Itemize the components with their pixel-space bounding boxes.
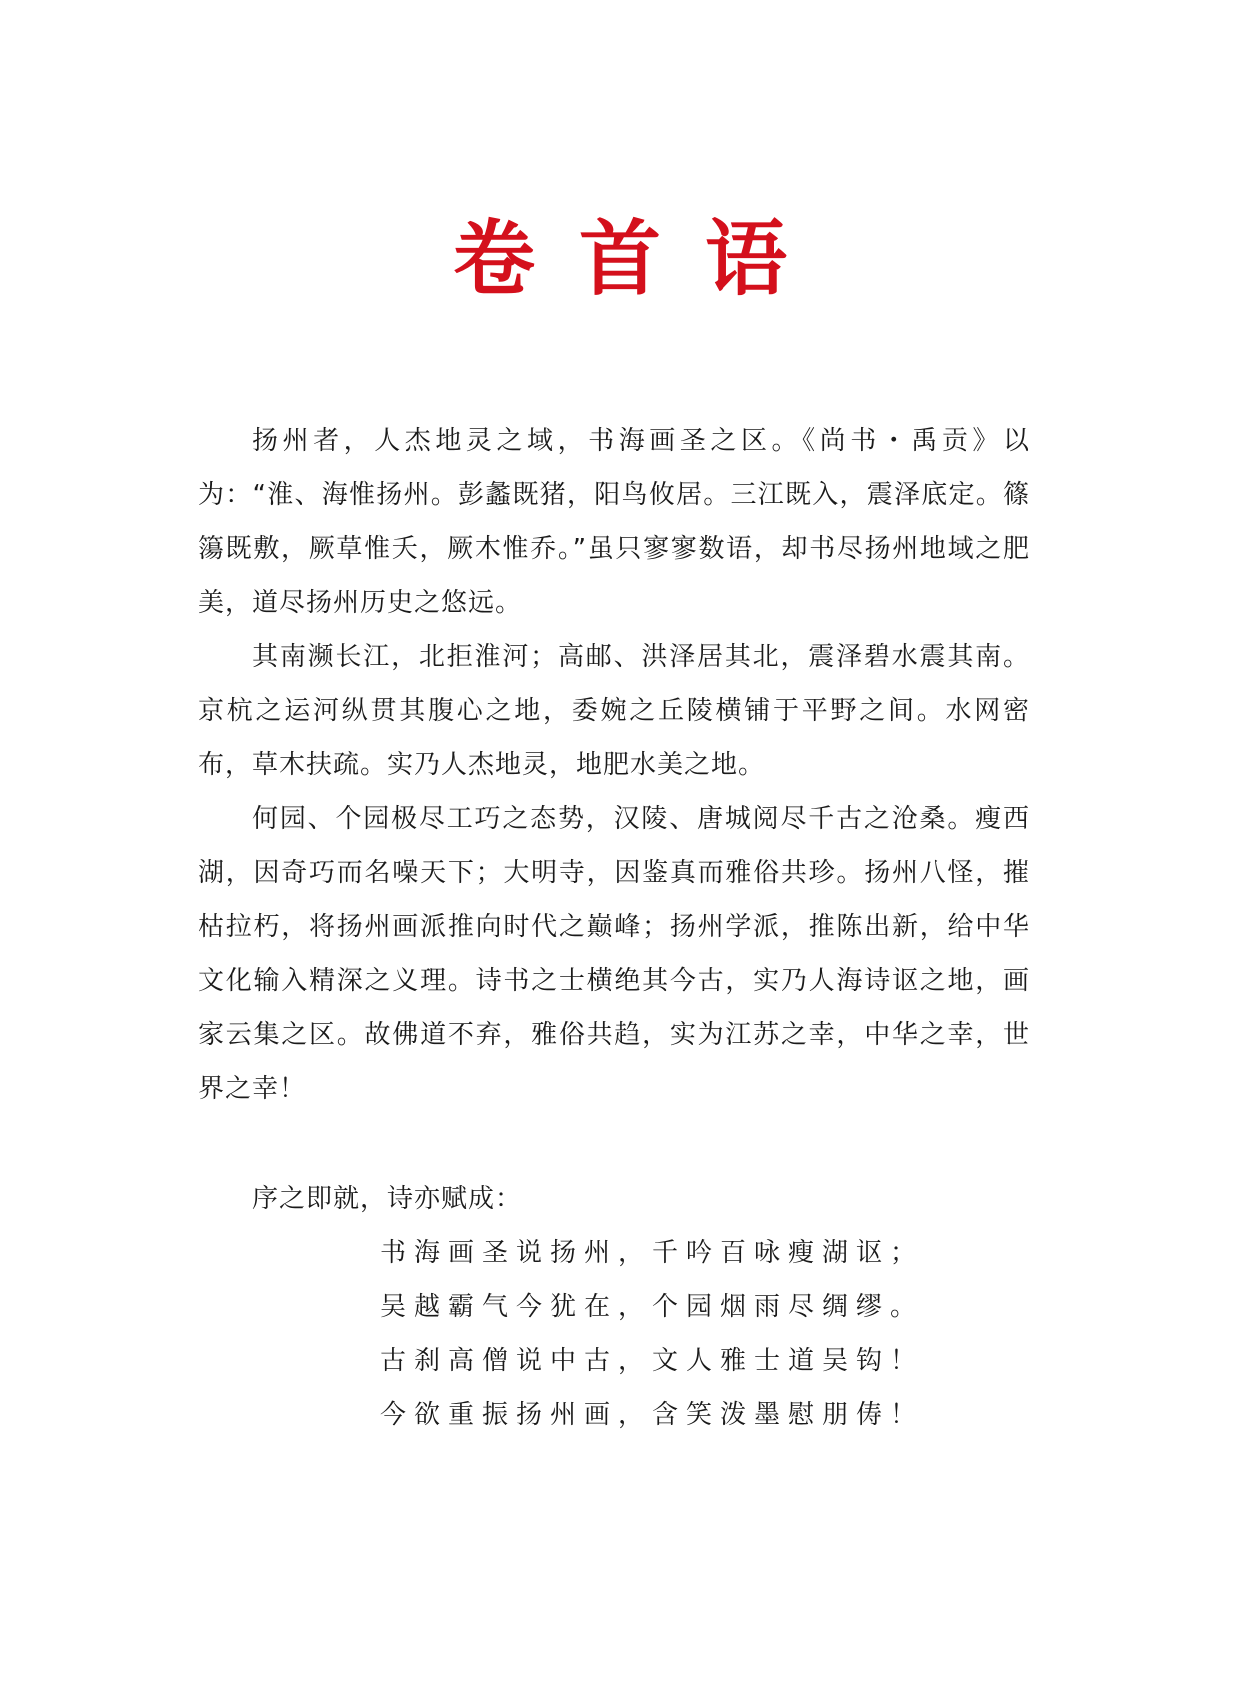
body-text xyxy=(198,414,1030,1116)
page-title: 卷首语 xyxy=(452,212,831,307)
preface-line: 序之即就，诗亦赋成： xyxy=(252,1184,523,1214)
poem xyxy=(380,1226,924,1442)
paragraph-2: 其南濒长江，北拒淮河；高邮、洪泽居其北，震泽碧水震其南。京杭之运河纵贯其腹心之地，委婉之丘陵横铺于平野之间。水网密布，草木扶疏。实乃人杰地灵，地肥水美之地。 xyxy=(198,642,1030,780)
poem-line-1: 书海画圣说扬州，千吟百咏瘦湖讴； xyxy=(380,1238,925,1268)
paragraph-1: 扬州者，人杰地灵之域，书海画圣之区。《尚书・禹贡》以为：“淮、海惟扬州。彭蠡既猪，阳鸟攸居。三江既入，震泽底定。篠簜既敷，厥草惟夭，厥木惟乔。”虽只寥寥数语，却书尽扬州地域之肥美，道尽扬州历史之悠远。 xyxy=(198,426,1030,618)
paragraph-3: 何园、个园极尽工巧之态势，汉陵、唐城阅尽千古之沧桑。瘦西湖，因奇巧而名噪天下；大明寺，因鉴真而雅俗共珍。扬州八怪，摧枯拉朽，将扬州画派推向时代之巅峰；扬州学派，推陈出新，给中华文化输入精深之义理。诗书之士横绝其今古，实乃人海诗讴之地，画家云集之区。故佛道不弃，雅俗共趋，实为江苏之幸，中华之幸，世界之幸！ xyxy=(198,804,1030,1104)
poem-line-4: 今欲重振扬州画，含笑泼墨慰朋俦！ xyxy=(380,1400,925,1430)
poem-line-2: 吴越霸气今犹在，个园烟雨尽绸缪。 xyxy=(380,1292,925,1322)
poem-line-3: 古刹高僧说中古，文人雅士道吴钩！ xyxy=(380,1346,925,1376)
